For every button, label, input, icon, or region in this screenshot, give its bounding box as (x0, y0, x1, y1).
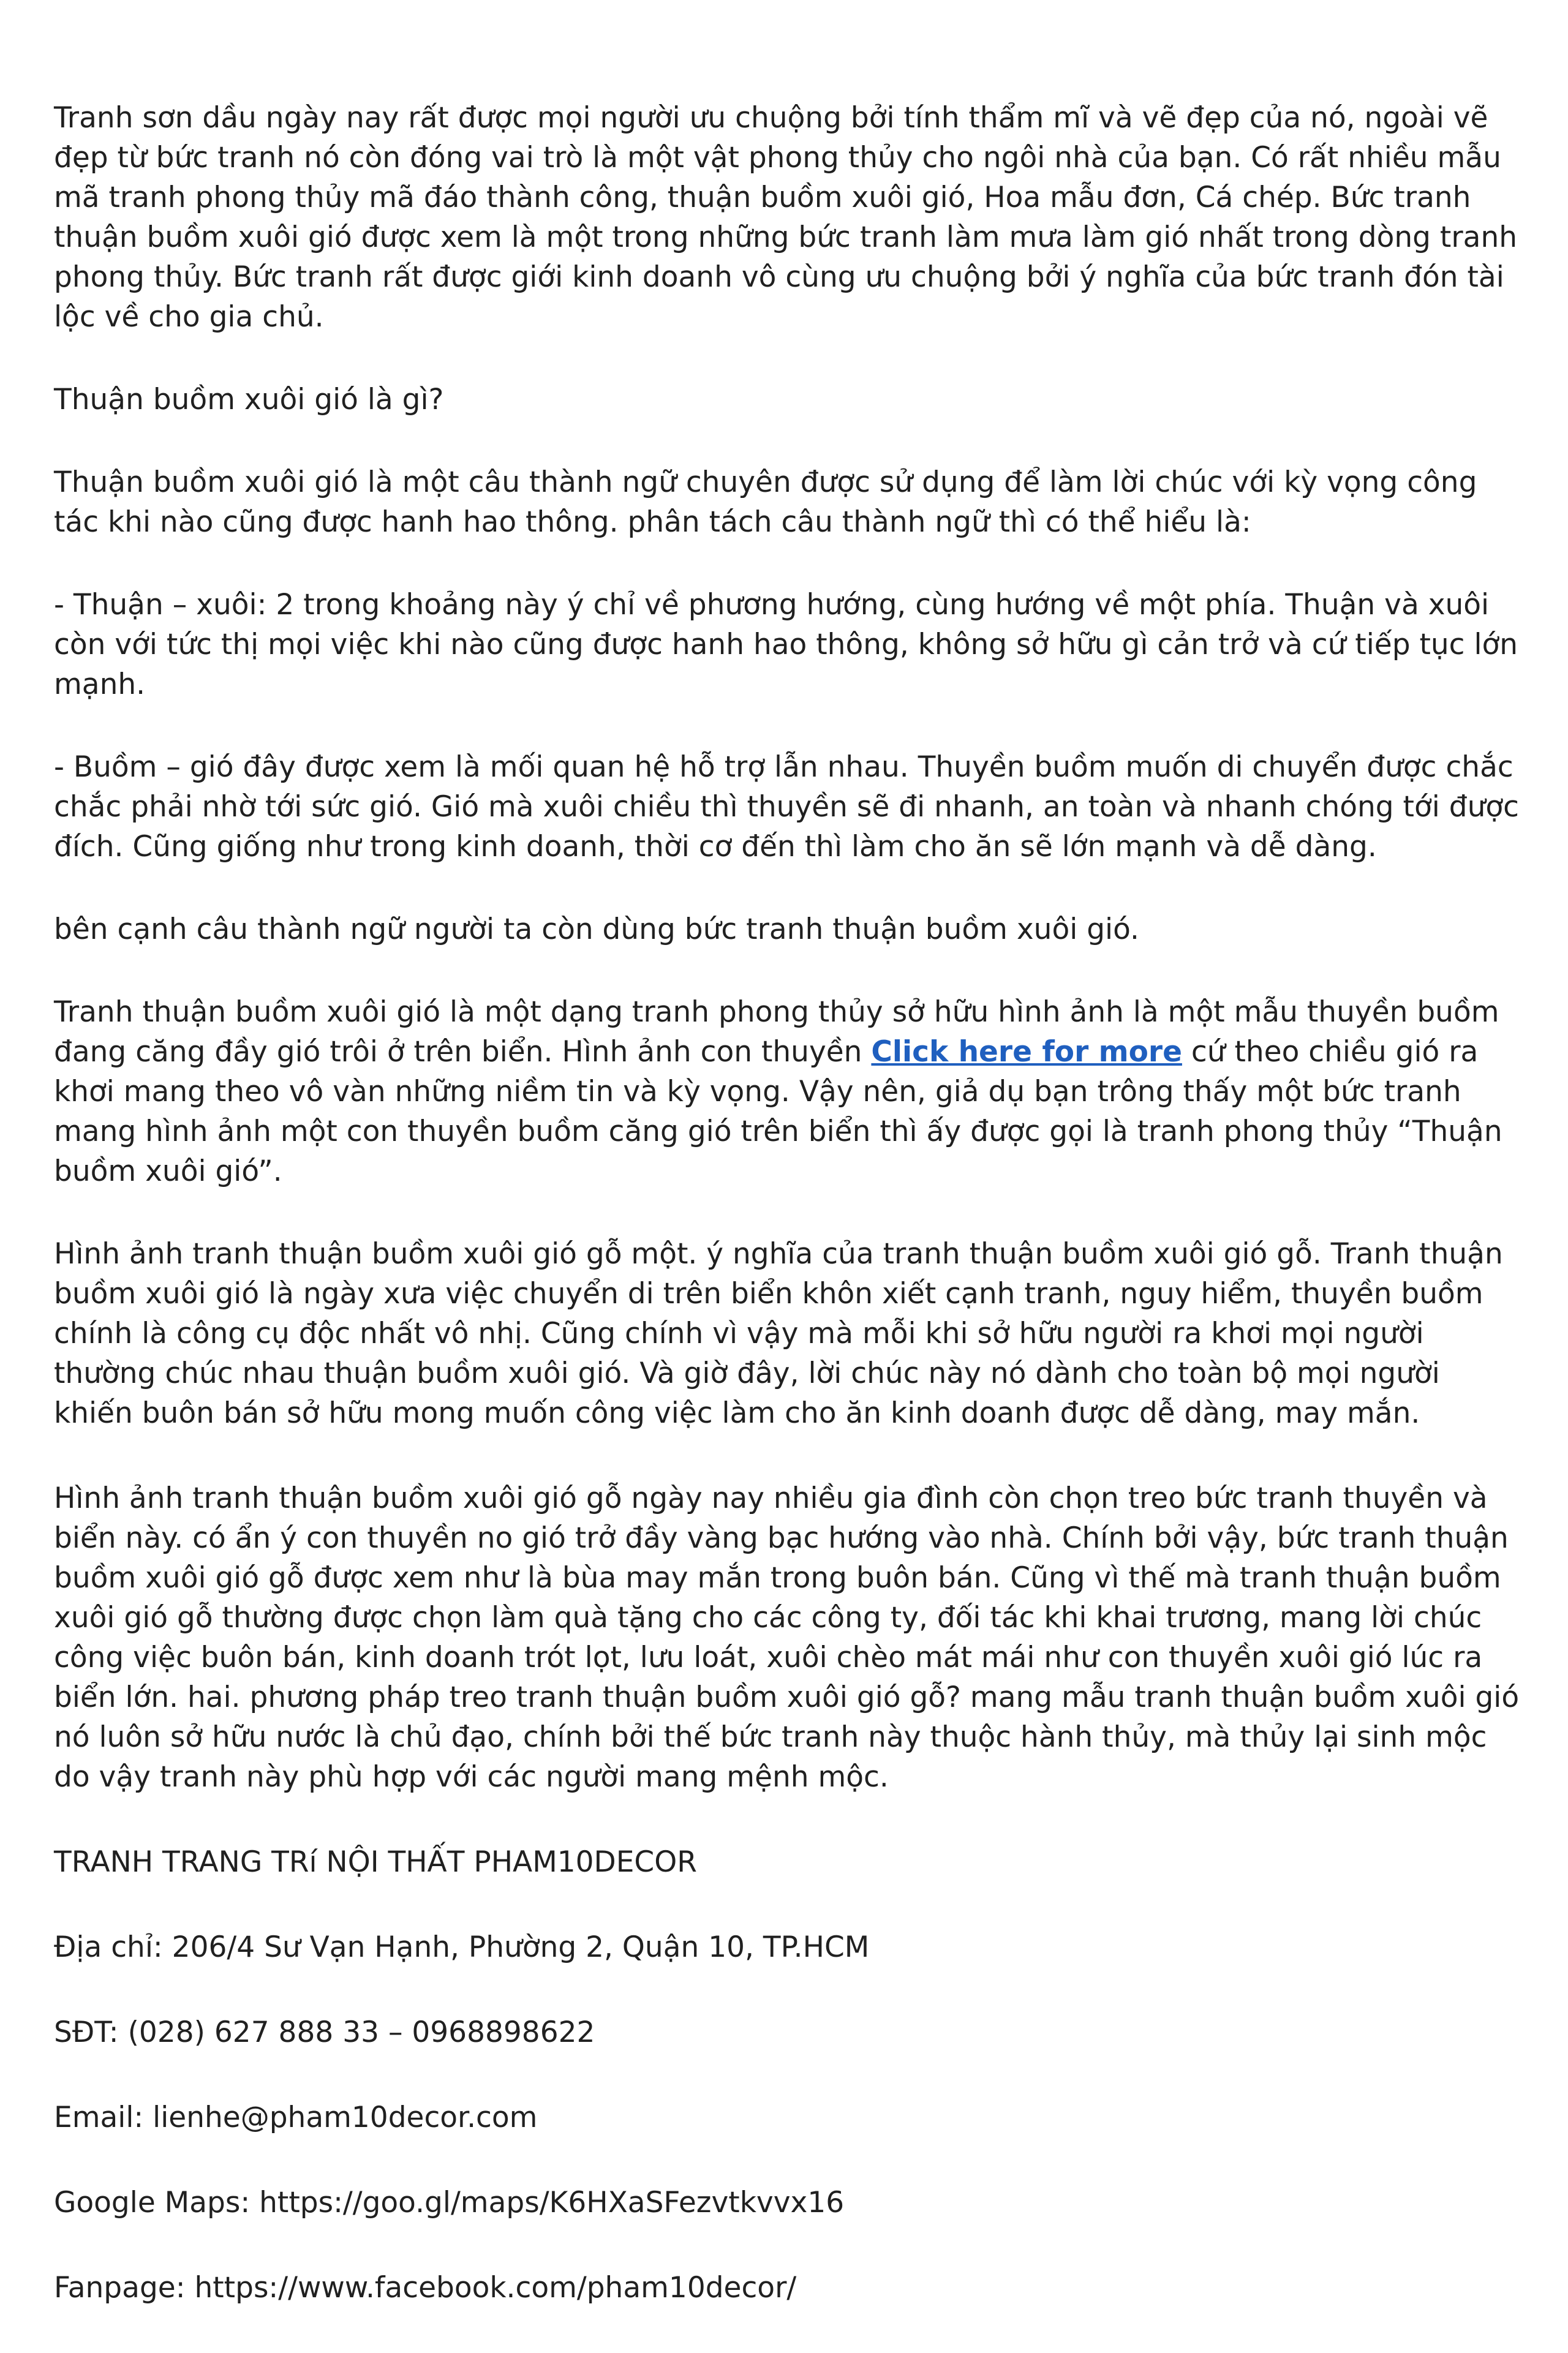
link-paragraph-before: Tranh thuận buồm xuôi gió là một dạng tranh phong thủy sở hữu hình ảnh là một mẫu thuyền buồm đang căng đầy gió trôi ở trên biển. Hình ảnh con thuyền (54, 995, 1499, 1069)
hanging-paragraph: Hình ảnh tranh thuận buồm xuôi gió gỗ ngày nay nhiều gia đình còn chọn treo bức tranh thuyền và biển này. có ẩn ý con thuyền no gió trở đầy vàng bạc hướng vào nhà. Chính bởi vậy, bức tranh thuận buồm xuôi gió gỗ được xem như là bùa may mắn trong buôn bán. Cũng vì thế mà tranh thuận buồm xuôi gió gỗ thường được chọn làm quà tặng cho các công ty, đối tác khi khai trương, mang lời chúc công việc buôn bán, kinh doanh trót lọt, lưu loát, xuôi chèo mát mái như con thuyền xuôi gió lúc ra biển lớn. hai. phương pháp treo tranh thuận buồm xuôi gió gỗ? mang mẫu tranh thuận buồm xuôi gió nó luôn sở hữu nước là chủ đạo, chính bởi thế bức tranh này thuộc hành thủy, mà thủy lại sinh mộc do vậy tranh này phù hợp với các người mang mệnh mộc. (54, 1481, 1520, 1794)
buom-gio-paragraph: - Buồm – gió đây được xem là mối quan hệ hỗ trợ lẫn nhau. Thuyền buồm muốn di chuyển được chắc chắc phải nhờ tới sức gió. Gió mà xuôi chiều thì thuyền sẽ đi nhanh, an toàn và nhanh chóng tới được đích. Cũng giống như trong kinh doanh, thời cơ đến thì làm cho ăn sẽ lớn mạnh và dễ dàng. (54, 750, 1519, 864)
painting-intro-paragraph: bên cạnh câu thành ngữ người ta còn dùng bức tranh thuận buồm xuôi gió. (54, 913, 1139, 946)
section-heading: Thuận buồm xuôi gió là gì? (54, 383, 444, 416)
link-paragraph (54, 992, 1524, 1191)
meaning-paragraph: Hình ảnh tranh thuận buồm xuôi gió gỗ một. ý nghĩa của tranh thuận buồm xuôi gió gỗ. Tranh thuận buồm xuôi gió là ngày xưa việc chuyển di trên biển khôn xiết cạnh tranh, nguy hiểm, thuyền buồm chính là công cụ độc nhất vô nhị. Cũng chính vì vậy mà mỗi khi sở hữu người ra khơi mọi người thường chúc nhau thuận buồm xuôi gió. Và giờ đây, lời chúc này nó dành cho toàn bộ mọi người khiến buôn bán sở hữu mong muốn công việc làm cho ăn kinh doanh được dễ dàng, may mắn. (54, 1237, 1503, 1430)
contact-fanpage: Fanpage: https://www.facebook.com/pham10decor/ (54, 2271, 797, 2305)
contact-maps: Google Maps: https://goo.gl/maps/K6HXaSFezvtkvvx16 (54, 2186, 845, 2219)
definition-paragraph: Thuận buồm xuôi gió là một câu thành ngữ chuyên được sử dụng để làm lời chúc với kỳ vọng công tác khi nào cũng được hanh hao thông. phân tách câu thành ngữ thì có thể hiểu là: (54, 465, 1477, 539)
contact-email: Email: lienhe@pham10decor.com (54, 2101, 538, 2134)
contact-address: Địa chỉ: 206/4 Sư Vạn Hạnh, Phường 2, Quận 10, TP.HCM (54, 1930, 870, 1964)
click-here-link[interactable]: Click here for more (871, 1035, 1182, 1069)
document-body (54, 98, 1524, 2353)
contact-phone: SĐT: (028) 627 888 33 – 0968898622 (54, 2016, 595, 2049)
thuan-xuoi-paragraph: - Thuận – xuôi: 2 trong khoảng này ý chỉ về phương hướng, cùng hướng về một phía. Thuận và xuôi còn với tức thị mọi việc khi nào cũng được hanh hao thông, không sở hữu gì cản trở và cứ tiếp tục lớn mạnh. (54, 588, 1518, 701)
company-name: TRANH TRANG TRí NỘI THẤT PHAM10DECOR (54, 1845, 697, 1879)
link-paragraph-after: cứ theo chiều gió ra khơi mang theo vô vàn những niềm tin và kỳ vọng. Vậy nên, giả dụ bạn trông thấy một bức tranh mang hình ảnh một con thuyền buồm căng gió trên biển thì ấy được gọi là tranh phong thủy “Thuận buồm xuôi gió”. (54, 1035, 1502, 1188)
intro-paragraph: Tranh sơn dầu ngày nay rất được mọi người ưu chuộng bởi tính thẩm mĩ và vẽ đẹp của nó, ngoài vẽ đẹp từ bức tranh nó còn đóng vai trò là một vật phong thủy cho ngôi nhà của bạn. Có rất nhiều mẫu mã tranh phong thủy mã đáo thành công, thuận buồm xuôi gió, Hoa mẫu đơn, Cá chép. Bức tranh thuận buồm xuôi gió được xem là một trong những bức tranh làm mưa làm gió nhất trong dòng tranh phong thủy. Bức tranh rất được giới kinh doanh vô cùng ưu chuộng bởi ý nghĩa của bức tranh đón tài lộc về cho gia chủ. (54, 101, 1518, 334)
